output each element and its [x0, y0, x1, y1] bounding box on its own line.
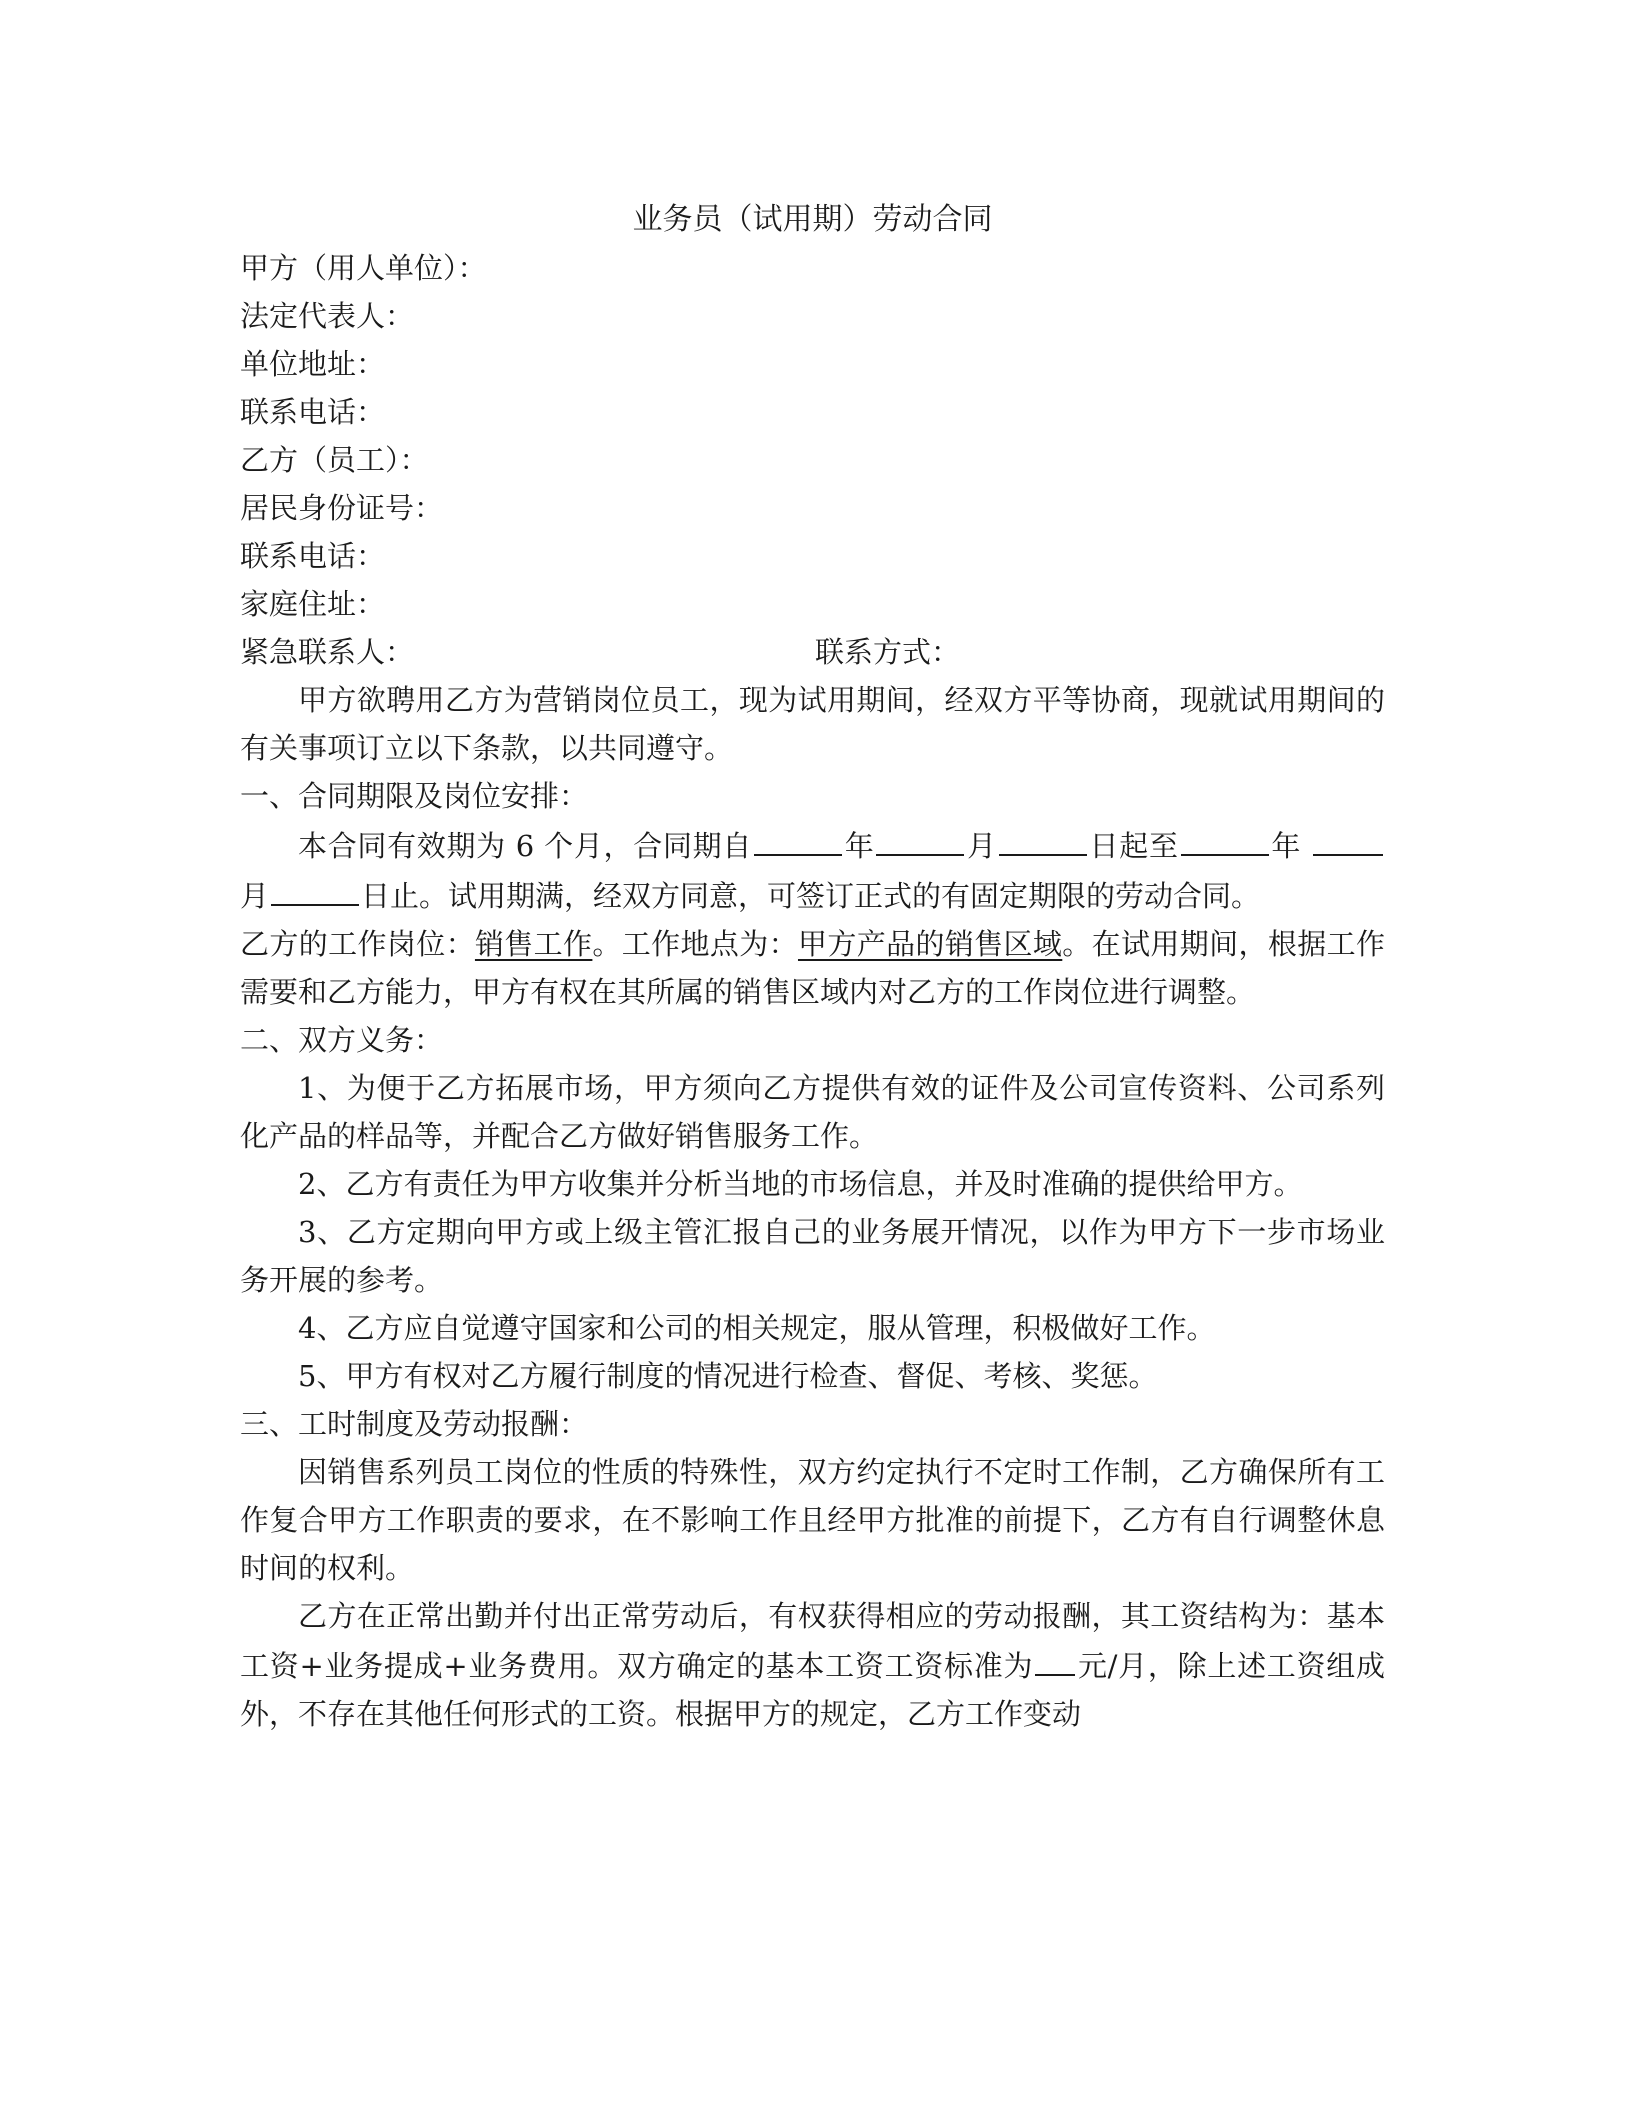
obligation-item: 5、甲方有权对乙方履行制度的情况进行检查、督促、考核、奖惩。	[298, 1359, 1158, 1393]
position-prefix: 乙方的工作岗位：	[240, 927, 475, 961]
party-b-label: 乙方（员工）：	[240, 443, 429, 477]
section2-heading: 二、双方义务：	[240, 1023, 444, 1057]
location-value: 甲方产品的销售区域	[797, 927, 1063, 961]
emergency-contact-label: 紧急联系人：	[240, 635, 415, 669]
term-text-start: 本合同有效期为 6 个月，合同期自	[298, 829, 753, 863]
end-day-blank	[271, 870, 359, 906]
salary-paragraph	[240, 1592, 1385, 1738]
contact-method-label: 联系方式：	[815, 635, 961, 669]
section3-heading: 三、工时制度及劳动报酬：	[240, 1407, 589, 1441]
start-year-unit: 年	[844, 829, 875, 863]
term-text-end: 日止。试用期满，经双方同意，可签订正式的有固定期限的劳动合同。	[361, 879, 1261, 913]
working-hours-paragraph: 因销售系列员工岗位的性质的特殊性，双方约定执行不定时工作制，乙方确保所有工作复合甲方工作职责的要求，在不影响工作且经甲方批准的前提下，乙方有自行调整休息时间的权利。	[240, 1455, 1385, 1585]
home-address-label: 家庭住址：	[240, 587, 386, 621]
start-month-blank	[876, 820, 964, 856]
end-month-blank	[1313, 820, 1383, 856]
obligation-item: 3、乙方定期向甲方或上级主管汇报自己的业务展开情况，以作为甲方下一步市场业务开展的参考。	[240, 1215, 1385, 1297]
party-a-label: 甲方（用人单位）：	[240, 251, 487, 285]
end-month-unit: 月	[240, 879, 270, 913]
position-paragraph	[240, 920, 1385, 1016]
intro-paragraph: 甲方欲聘用乙方为营销岗位员工，现为试用期间，经双方平等协商，现就试用期间的有关事项订立以下条款，以共同遵守。	[240, 683, 1385, 765]
company-address-label: 单位地址：	[240, 347, 386, 381]
obligation-item: 4、乙方应自觉遵守国家和公司的相关规定，服从管理，积极做好工作。	[298, 1311, 1216, 1345]
obligation-item: 1、为便于乙方拓展市场，甲方须向乙方提供有效的证件及公司宣传资料、公司系列化产品的样品等，并配合乙方做好销售服务工作。	[240, 1071, 1385, 1153]
document-title: 业务员（试用期）劳动合同	[632, 202, 993, 237]
end-year-unit: 年	[1270, 829, 1302, 863]
section1-heading: 一、合同期限及岗位安排：	[240, 779, 589, 813]
contract-body	[240, 196, 1385, 1738]
location-prefix: 。工作地点为：	[592, 927, 798, 961]
contract-term-paragraph	[240, 820, 1385, 920]
salary-text-start: 乙方在正常出勤并付出正常劳动后，有权获得相应的劳动报酬，其工资结构为：基本工资+业务提成+业务费用。双方确定的基本工资工资标准为	[240, 1599, 1385, 1683]
start-day-blank	[999, 820, 1087, 856]
legal-rep-label: 法定代表人：	[240, 299, 415, 333]
start-day-unit: 日起至	[1088, 829, 1179, 863]
party-a-phone-label: 联系电话：	[240, 395, 386, 429]
start-year-blank	[754, 820, 842, 856]
emergency-contact-row	[240, 628, 1385, 676]
position-value: 销售工作	[474, 927, 593, 961]
obligation-item: 2、乙方有责任为甲方收集并分析当地的市场信息，并及时准确的提供给甲方。	[298, 1167, 1303, 1201]
position-suffix: 。在试用期间，根据工作需要和乙方能力，甲方有权在其所属的销售区域内对乙方的工作岗位进行调整。	[240, 927, 1385, 1009]
id-number-label: 居民身份证号：	[240, 491, 444, 525]
salary-text-end: 元/月，除上述工资组成外，不存在其他任何形式的工资。根据甲方的规定，乙方工作变动	[240, 1649, 1385, 1731]
end-year-blank	[1181, 820, 1269, 856]
base-salary-blank	[1035, 1640, 1075, 1676]
start-month-unit: 月	[966, 829, 997, 863]
party-b-phone-label: 联系电话：	[240, 539, 386, 573]
